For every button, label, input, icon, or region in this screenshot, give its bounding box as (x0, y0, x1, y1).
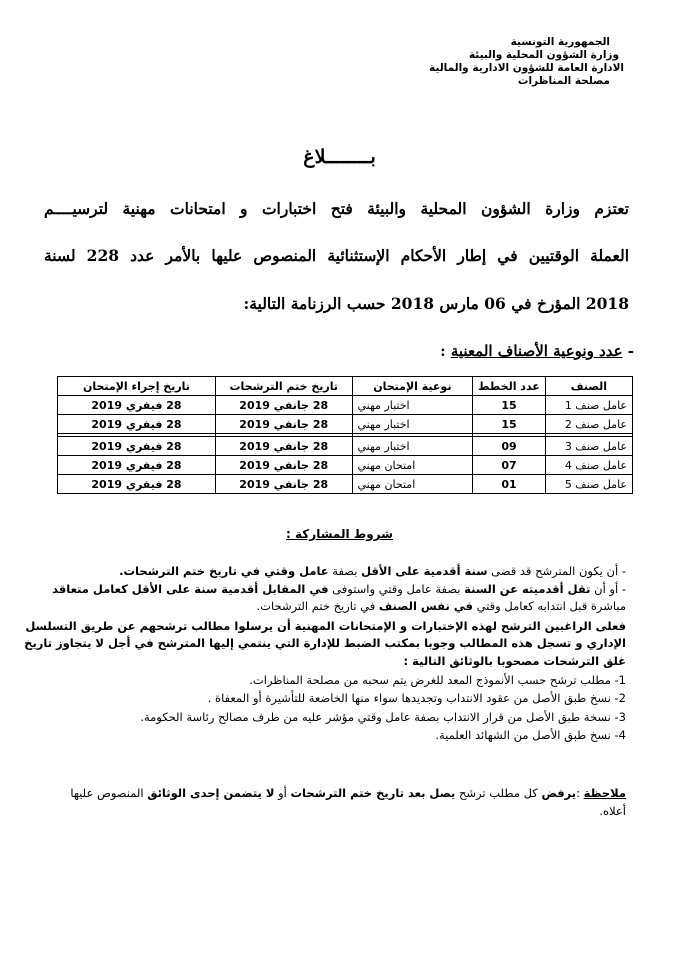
header-republic: الجمهورية التونسية (510, 36, 610, 48)
condition-3-text-2: في تاريخ ختم الترشحات. (256, 599, 379, 613)
condition-1-bold: سنة أقدمية على الأقل (361, 564, 488, 578)
document-item-1: 1- مطلب ترشح حسب الأنموذج المعد للغرض يتم سحبه من مصلحة المناظرات. (249, 673, 626, 687)
header-service: مصلحة المناظرات (517, 75, 610, 87)
note-or: أو (274, 786, 291, 800)
col-header-closing-date: تاريخ ختم الترشحات (215, 377, 352, 396)
col-header-category: الصنف (545, 377, 632, 396)
cell-closing-date: 28 جانفي 2019 (215, 415, 352, 434)
note-reject: يرفض (541, 786, 577, 800)
cell-exam-type: امتحان مهني (352, 475, 473, 494)
condition-1-bold-2: عامل وقتي في تاريخ ختم الترشحات. (119, 564, 329, 578)
document-item-2: 2- نسخ طبق الأصل من عقود الانتداب وتجديدها سواء منها الخاضعة للتأشيرة أو المعفاة . (207, 691, 626, 705)
section-colon: : (440, 342, 451, 360)
cell-exam-type: امتحان مهني (352, 456, 473, 475)
procedure-line-2 (24, 635, 626, 651)
condition-3 (46, 598, 626, 614)
note-text-1: كل مطلب ترشح (455, 786, 542, 800)
cell-category: عامل صنف 1 (545, 396, 632, 415)
header-ministry: وزارة الشؤون المحلية والبيئة (468, 49, 619, 61)
document-item-4: 4- نسخ طبق الأصل من الشهائد العلمية. (435, 728, 626, 742)
cell-exam-date: 28 فيفري 2019 (58, 475, 216, 494)
table-row (58, 475, 633, 494)
col-header-posts: عدد الخطط (473, 377, 546, 396)
col-header-exam-type: نوعية الإمتحان (352, 377, 473, 396)
condition-2 (46, 581, 626, 597)
cell-closing-date: 28 جانفي 2019 (215, 475, 352, 494)
col-header-exam-date: تاريخ إجراء الإمتحان (58, 377, 216, 396)
cell-exam-date: 28 فيفري 2019 (58, 396, 216, 415)
cell-posts: 01 (473, 475, 546, 494)
notice-title: بــــــــلاغ (303, 146, 376, 168)
table-row (58, 396, 633, 415)
note (46, 785, 626, 801)
cell-category: عامل صنف 5 (545, 475, 632, 494)
procedure-line-1-text: فعلى الراغبين الترشح لهذه الإختبارات و الإمتحانات المهنية أن يرسلوا مطالب ترشحهم عن طريق التسلسل (25, 619, 626, 633)
section-heading (440, 342, 634, 360)
condition-1-text: - أن يكون المترشح قد قضى (487, 564, 626, 578)
condition-2-bold-2: في المقابل أقدمية سنة على الأقل كعامل متعاقد (52, 582, 329, 596)
condition-3-bold: في نفس الصنف (378, 599, 473, 613)
condition-2-text: - أو أن (590, 582, 626, 596)
table-row (58, 437, 633, 456)
cell-exam-type: اختبار مهني (352, 415, 473, 434)
cell-exam-date: 28 فيفري 2019 (58, 437, 216, 456)
intro-line-2: العملة الوقتيين في إطار الأحكام الإستثنائية المنصوص عليها بالأمر عدد 228 لسنة (44, 246, 630, 265)
cell-posts: 15 (473, 396, 546, 415)
table-row (58, 456, 633, 475)
condition-1-text-2: بصفة (328, 564, 362, 578)
intro-line-3: 2018 المؤرخ في 06 مارس 2018 حسب الرزنامة التالية: (243, 294, 629, 313)
procedure-line-3-text: غلق الترشحات مصحوبا بالوثائق التالية : (403, 654, 626, 668)
condition-3-text: مباشرة قبل انتدابه كعامل وقتي (472, 599, 626, 613)
cell-closing-date: 28 جانفي 2019 (215, 437, 352, 456)
cell-exam-date: 28 فيفري 2019 (58, 415, 216, 434)
cell-exam-type: اختبار مهني (352, 437, 473, 456)
conditions-title: شروط المشاركة : (286, 527, 393, 541)
cell-posts: 09 (473, 437, 546, 456)
condition-2-bold: تقل أقدميته عن السنة (464, 582, 591, 596)
procedure-line-2-text: الإداري و تسجل هذه المطالب وجوبا بمكتب الضبط للإدارة التي ينتمي إليها المترشح في أجل لا يتجاوز تاريخ (24, 636, 626, 650)
document-item-3: 3- نسخة طبق الأصل من قرار الانتداب بصفة عامل وقتي مؤشر عليه من طرف مصالح رئاسة الحكومة. (140, 710, 626, 724)
note-late: يصل بعد تاريخ ختم الترشحات (290, 786, 456, 800)
cell-exam-date: 28 فيفري 2019 (58, 456, 216, 475)
condition-1 (46, 563, 626, 579)
note-colon: : (576, 786, 584, 800)
note-text-2: المنصوص عليها (70, 786, 148, 800)
note-missing: لا يتضمن إحدى الوثائق (147, 786, 275, 800)
note-line-2: أعلاه. (599, 804, 626, 818)
issuer-header (429, 36, 624, 88)
cell-posts: 15 (473, 415, 546, 434)
section-heading-text: عدد ونوعية الأصناف المعنية (450, 342, 623, 360)
categories-table (57, 376, 633, 494)
cell-category: عامل صنف 4 (545, 456, 632, 475)
cell-closing-date: 28 جانفي 2019 (215, 396, 352, 415)
procedure-line-3 (46, 653, 626, 669)
cell-closing-date: 28 جانفي 2019 (215, 456, 352, 475)
intro-line-1: تعتزم وزارة الشؤون المحلية والبيئة فتح اختبارات و امتحانات مهنية لترسيــــم (44, 199, 629, 218)
note-label: ملاحظة (583, 786, 626, 800)
header-directorate: الادارة العامة للشؤون الادارية والمالية (429, 62, 624, 74)
procedure-line-1 (25, 618, 626, 634)
cell-category: عامل صنف 2 (545, 415, 632, 434)
cell-category: عامل صنف 3 (545, 437, 632, 456)
condition-2-text-2: بصفة عامل وقتي واستوفى (328, 582, 465, 596)
table-row (58, 415, 633, 434)
cell-exam-type: اختبار مهني (352, 396, 473, 415)
table-header-row (58, 377, 633, 396)
cell-posts: 07 (473, 456, 546, 475)
section-dash: - (622, 342, 634, 360)
